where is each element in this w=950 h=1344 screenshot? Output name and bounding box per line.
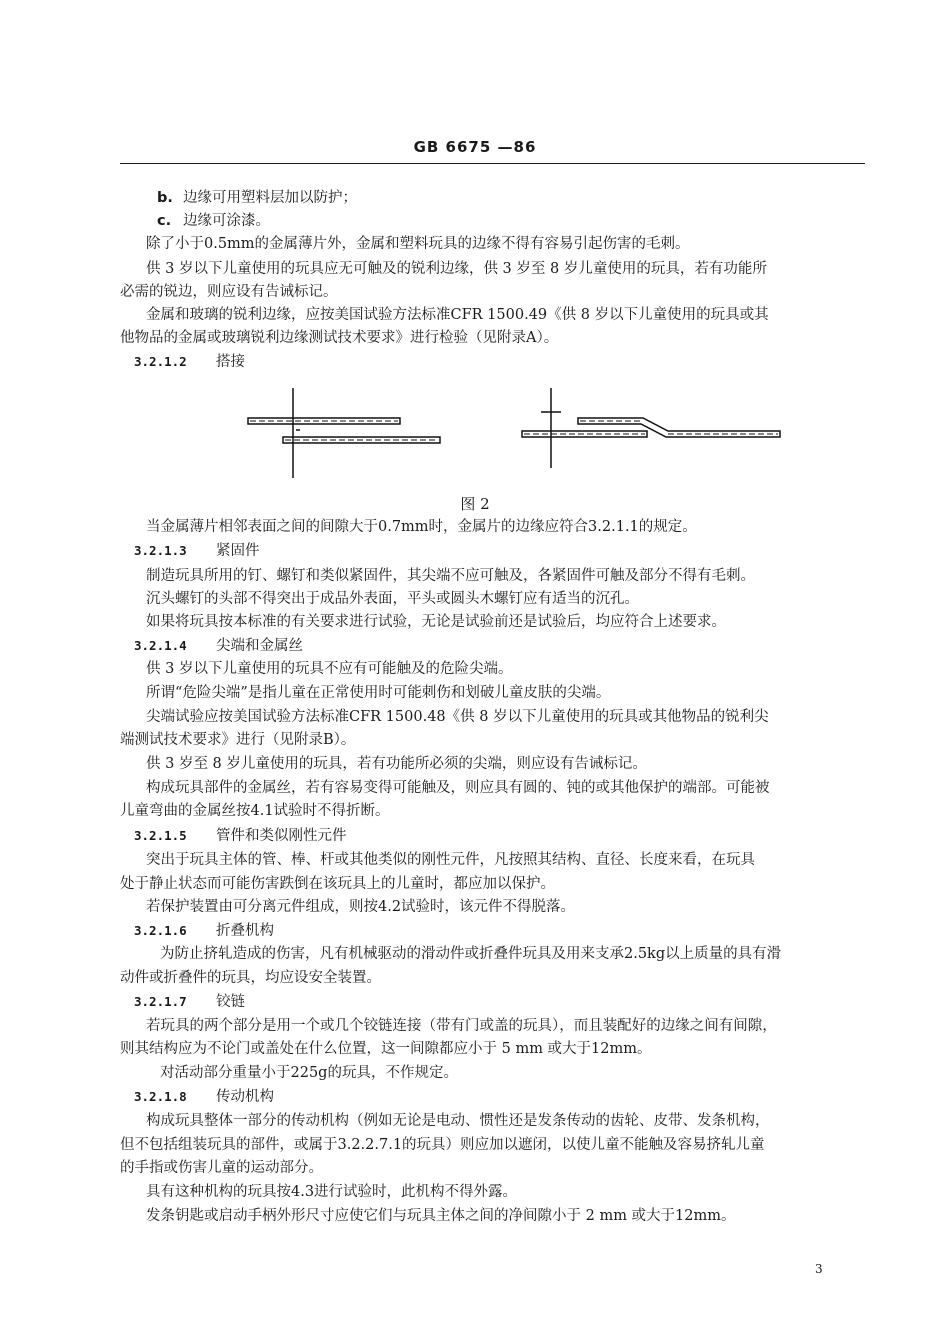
paragraph-line: 供 3 岁以下儿童使用的玩具不应有可能触及的危险尖端。: [146, 661, 513, 677]
paragraph-line: 儿童弯曲的金属丝按4.1试验时不得折断。: [120, 803, 390, 819]
paragraph-line: 发条钥匙或启动手柄外形尺寸应使它们与玩具主体之间的净间隙小于 2 mm 或大于12mm。: [146, 1208, 736, 1224]
section-number: 3.2.1.3: [134, 543, 187, 558]
section-heading-3-2-1-4: [134, 636, 303, 656]
lap-joint-figure: [0, 0, 950, 500]
list-text-b: 边缘可用塑料层加以防护；: [183, 190, 357, 206]
section-title: 传动机构: [216, 1089, 274, 1105]
section-number: 3.2.1.8: [134, 1089, 187, 1104]
paragraph-line: 为防止挤轧造成的伤害，凡有机械驱动的滑动件或折叠件玩具及用来支承2.5kg以上质量的具有滑: [160, 946, 782, 962]
section-title: 搭接: [216, 354, 245, 370]
list-letter-c: c.: [157, 213, 172, 229]
paragraph-line: 他物品的金属或玻璃锐利边缘测试技术要求》进行检验（见附录A）。: [120, 330, 559, 346]
paragraph-line: 若保护装置由可分离元件组成，则按4.2试验时，该元件不得脱落。: [146, 899, 576, 915]
section-number: 3.2.1.6: [134, 923, 187, 938]
section-number: 3.2.1.4: [134, 638, 187, 653]
paragraph-line: 的手指或伤害儿童的运动部分。: [120, 1160, 323, 1176]
paragraph-line: 制造玩具所用的钉、螺钉和类似紧固件，其尖端不应可触及，各紧固件可触及部分不得有毛刺。: [146, 568, 755, 584]
paragraph-line: 对活动部分重量小于225g的玩具，不作规定。: [160, 1065, 458, 1081]
paragraph-line: 具有这种机构的玩具按4.3进行试验时，此机构不得外露。: [146, 1184, 518, 1200]
paragraph-line: 若玩具的两个部分是用一个或几个铰链连接（带有门或盖的玩具），而且装配好的边缘之间有间隙，: [146, 1018, 777, 1034]
list-letter-b: b.: [157, 190, 173, 206]
paragraph-line: 则其结构应为不论门或盖处在什么位置，这一间隙都应小于 5 mm 或大于12mm。: [120, 1041, 652, 1057]
paragraph-line: 必需的锐边，则应设有告诫标记。: [120, 284, 338, 300]
section-title: 管件和类似刚性元件: [216, 828, 347, 844]
paragraph-line: 除了小于0.5mm的金属薄片外，金属和塑料玩具的边缘不得有容易引起伤害的毛刺。: [146, 236, 690, 252]
section-title: 紧固件: [216, 543, 260, 559]
paragraph-line: 所谓“危险尖端”是指儿童在正常使用时可能刺伤和划破儿童皮肤的尖端。: [146, 685, 611, 701]
page-number: 3: [815, 1262, 823, 1276]
standard-code-header: GB 6675 —86: [413, 138, 537, 156]
paragraph-line: 突出于玩具主体的管、棒、杆或其他类似的刚性元件，凡按照其结构、直径、长度来看，在玩具: [146, 852, 755, 868]
paragraph-line: 但不包括组装玩具的部件，或属于3.2.2.7.1的玩具）则应加以遮闭，以使儿童不能触及容易挤轧儿童: [120, 1137, 765, 1153]
section-title: 铰链: [216, 994, 245, 1010]
paragraph-line: 沉头螺钉的头部不得突出于成品外表面，平头或圆头木螺钉应有适当的沉孔。: [146, 591, 639, 607]
paragraph-line: 处于静止状态而可能伤害跌倒在该玩具上的儿童时，都应加以保护。: [120, 876, 555, 892]
paragraph-line: 供 3 岁以下儿童使用的玩具应无可触及的锐利边缘，供 3 岁至 8 岁儿童使用的玩具，若有功能所: [146, 261, 767, 277]
paragraph-line: 金属和玻璃的锐利边缘，应按美国试验方法标准CFR 1500.49《供 8 岁以下儿童使用的玩具或其: [146, 307, 769, 323]
paragraph-line: 当金属薄片相邻表面之间的间隙大于0.7mm时，金属片的边缘应符合3.2.1.1的规定。: [146, 519, 697, 535]
list-text-c: 边缘可涂漆。: [183, 213, 270, 229]
section-title: 尖端和金属丝: [216, 638, 303, 654]
figure-caption: 图 2: [460, 495, 490, 513]
paragraph-line: 如果将玩具按本标准的有关要求进行试验，无论是试验前还是试验后，均应符合上述要求。: [146, 614, 726, 630]
section-number: 3.2.1.7: [134, 994, 187, 1009]
section-heading-3-2-1-5: [134, 826, 347, 846]
section-heading-3-2-1-7: [134, 992, 245, 1012]
paragraph-line: 端测试技术要求》进行（见附录B）。: [120, 732, 356, 748]
section-heading-3-2-1-3: [134, 541, 260, 561]
section-title: 折叠机构: [216, 923, 274, 939]
section-number: 3.2.1.5: [134, 828, 187, 843]
section-heading-3-2-1-8: [134, 1087, 274, 1107]
paragraph-line: 构成玩具部件的金属丝，若有容易变得可能触及，则应具有圆的、钝的或其他保护的端部。可能被: [146, 780, 770, 796]
paragraph-line: 尖端试验应按美国试验方法标准CFR 1500.48《供 8 岁以下儿童使用的玩具或其他物品的锐利尖: [146, 709, 769, 725]
paragraph-line: 构成玩具整体一部分的传动机构（例如无论是电动、惯性还是发条传动的齿轮、皮带、发条机构，: [146, 1113, 770, 1129]
section-heading-3-2-1-6: [134, 921, 274, 941]
paragraph-line: 供 3 岁至 8 岁儿童使用的玩具，若有功能所必须的尖端，则应设有告诫标记。: [146, 756, 647, 772]
paragraph-line: 动件或折叠件的玩具，均应设安全装置。: [120, 970, 381, 986]
section-number: 3.2.1.2: [134, 354, 187, 369]
